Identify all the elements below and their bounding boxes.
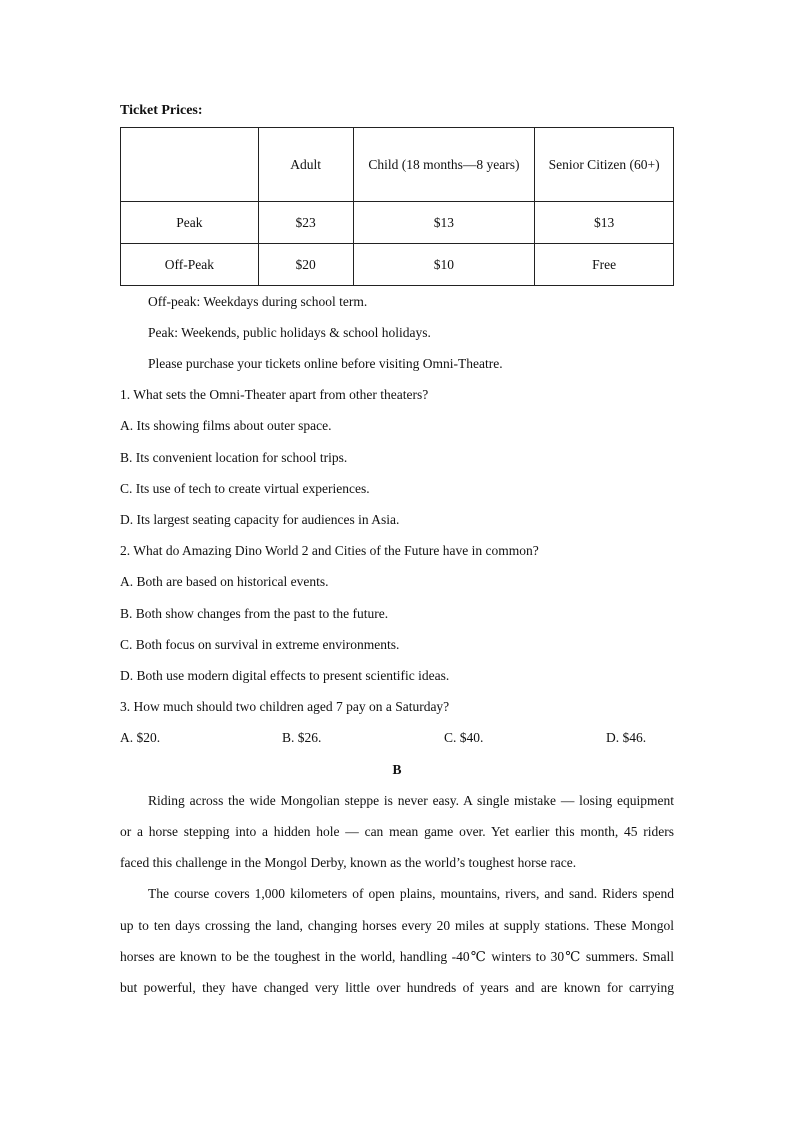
- passage-line: but powerful, they have changed very little over hundreds of years and are known for carrying: [120, 980, 674, 995]
- question-3-option-a: A. $20.: [120, 730, 161, 745]
- note-purchase: Please purchase your tickets online before visiting Omni-Theatre.: [148, 356, 503, 371]
- table-cell: Off-Peak: [121, 244, 259, 286]
- table-row: [121, 202, 674, 244]
- question-1-option-d: D. Its largest seating capacity for audiences in Asia.: [120, 512, 400, 527]
- question-1-option-a: A. Its showing films about outer space.: [120, 418, 332, 433]
- table-cell: $20: [258, 244, 353, 286]
- question-1-option-b: B. Its convenient location for school trips.: [120, 450, 348, 465]
- table-cell: $13: [535, 202, 674, 244]
- passage-line: faced this challenge in the Mongol Derby, known as the world’s toughest horse race.: [120, 855, 577, 870]
- question-2-option-d: D. Both use modern digital effects to present scientific ideas.: [120, 668, 450, 683]
- note-off-peak: Off-peak: Weekdays during school term.: [148, 294, 368, 309]
- table-header-cell: Adult: [258, 128, 353, 202]
- table-cell: Free: [535, 244, 674, 286]
- question-1-option-c: C. Its use of tech to create virtual experiences.: [120, 481, 370, 496]
- table-cell: $10: [353, 244, 535, 286]
- table-header-cell: [121, 128, 259, 202]
- question-2-stem: 2. What do Amazing Dino World 2 and Cities of the Future have in common?: [120, 543, 539, 558]
- question-1-stem: 1. What sets the Omni-Theater apart from other theaters?: [120, 387, 429, 402]
- passage-line: The course covers 1,000 kilometers of open plains, mountains, rivers, and sand. Riders spend: [148, 886, 674, 901]
- table-row: [121, 244, 674, 286]
- passage-line: Riding across the wide Mongolian steppe is never easy. A single mistake — losing equipment: [148, 793, 674, 808]
- table-header-row: [121, 128, 674, 202]
- note-peak: Peak: Weekends, public holidays & school holidays.: [148, 325, 431, 340]
- question-2-option-c: C. Both focus on survival in extreme environments.: [120, 637, 400, 652]
- passage-line: up to ten days crossing the land, changing horses every 20 miles at supply stations. These Mongol: [120, 918, 674, 933]
- question-2-option-b: B. Both show changes from the past to the future.: [120, 606, 389, 621]
- ticket-price-table: [120, 127, 674, 286]
- table-cell: $13: [353, 202, 535, 244]
- question-3-option-c: C. $40.: [444, 730, 484, 745]
- question-3-stem: 3. How much should two children aged 7 pay on a Saturday?: [120, 699, 450, 714]
- question-3-option-b: B. $26.: [282, 730, 322, 745]
- table-cell: $23: [258, 202, 353, 244]
- question-3-options: [120, 729, 674, 747]
- question-3-option-d: D. $46.: [606, 730, 647, 745]
- table-cell: Peak: [121, 202, 259, 244]
- passage-line: horses are known to be the toughest in the world, handling -40℃ winters to 30℃ summers. Small: [120, 949, 674, 964]
- table-header-cell: Child (18 months—8 years): [353, 128, 535, 202]
- passage-line: or a horse stepping into a hidden hole — can mean game over. Yet earlier this month, 45 riders: [120, 824, 674, 839]
- section-title: B: [392, 762, 402, 777]
- question-2-option-a: A. Both are based on historical events.: [120, 574, 329, 589]
- ticket-prices-heading: Ticket Prices:: [120, 103, 203, 118]
- table-header-cell: Senior Citizen (60+): [535, 128, 674, 202]
